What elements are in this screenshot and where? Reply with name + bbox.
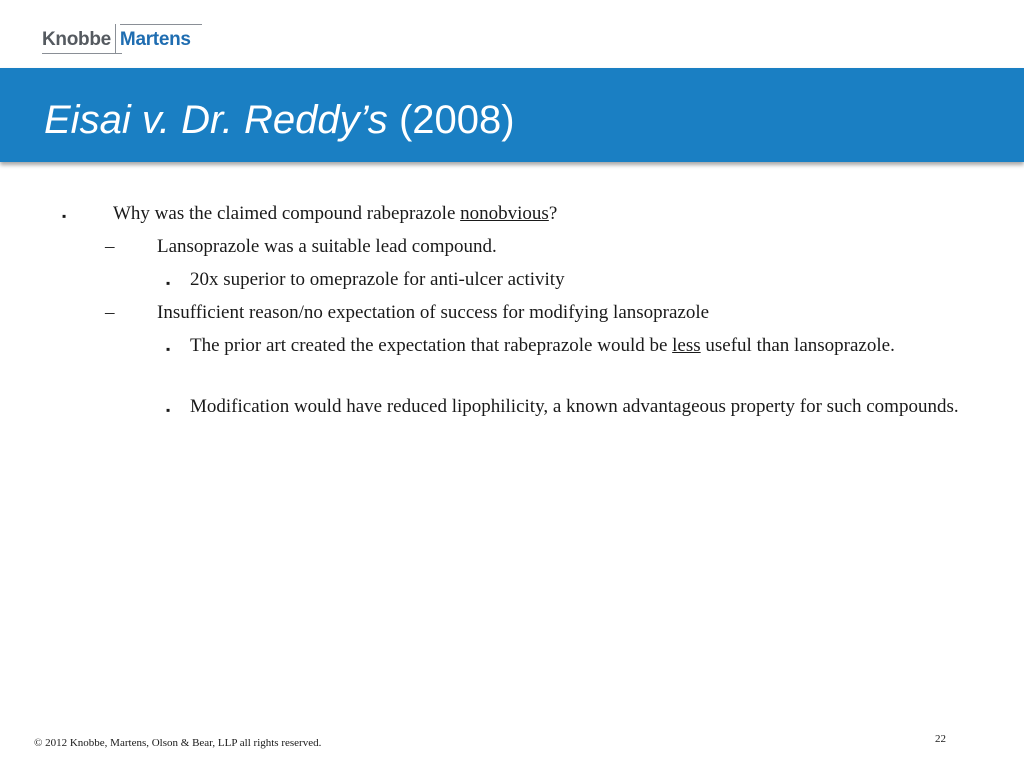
title-year: (2008): [398, 98, 515, 142]
square-bullet-icon: ▪: [166, 342, 171, 356]
square-bullet-icon: ▪: [166, 276, 171, 290]
company-logo: [42, 24, 191, 54]
bullet-underlined-text: less: [672, 335, 701, 356]
bullet-level2: Lansoprazole was a suitable lead compound.: [157, 236, 497, 257]
bullet-underlined-text: nonobvious: [460, 203, 549, 224]
title-case-name: Eisai v. Dr. Reddy’s: [44, 98, 388, 142]
dash-bullet-icon: –: [105, 236, 115, 257]
slide-title: [44, 98, 515, 143]
logo-right-text: Martens: [115, 24, 191, 54]
bullet-text: The prior art created the expectation that rabeprazole would be: [190, 335, 673, 356]
page-number: 22: [935, 733, 946, 745]
bullet-text-suffix: useful than lansoprazole.: [700, 335, 895, 356]
logo-left-text: Knobbe: [42, 29, 111, 50]
bullet-text: Why was the claimed compound rabeprazole: [113, 203, 461, 224]
bullet-level2: Insufficient reason/no expectation of success for modifying lansoprazole: [157, 302, 710, 323]
bullet-level3: Modification would have reduced lipophilicity, a known advantageous property for such compounds.: [190, 396, 959, 417]
square-bullet-icon: ▪: [166, 403, 171, 417]
bullet-text-suffix: ?: [548, 203, 558, 224]
dash-bullet-icon: –: [105, 302, 115, 323]
square-bullet-icon: ▪: [62, 209, 67, 223]
bullet-level1: [113, 200, 557, 227]
copyright-footer: © 2012 Knobbe, Martens, Olson & Bear, LLP all rights reserved.: [34, 737, 322, 749]
bullet-level3: 20x superior to omeprazole for anti-ulcer activity: [190, 269, 565, 290]
logo-bottom-rule: [42, 53, 122, 54]
bullet-level3: [190, 332, 930, 359]
